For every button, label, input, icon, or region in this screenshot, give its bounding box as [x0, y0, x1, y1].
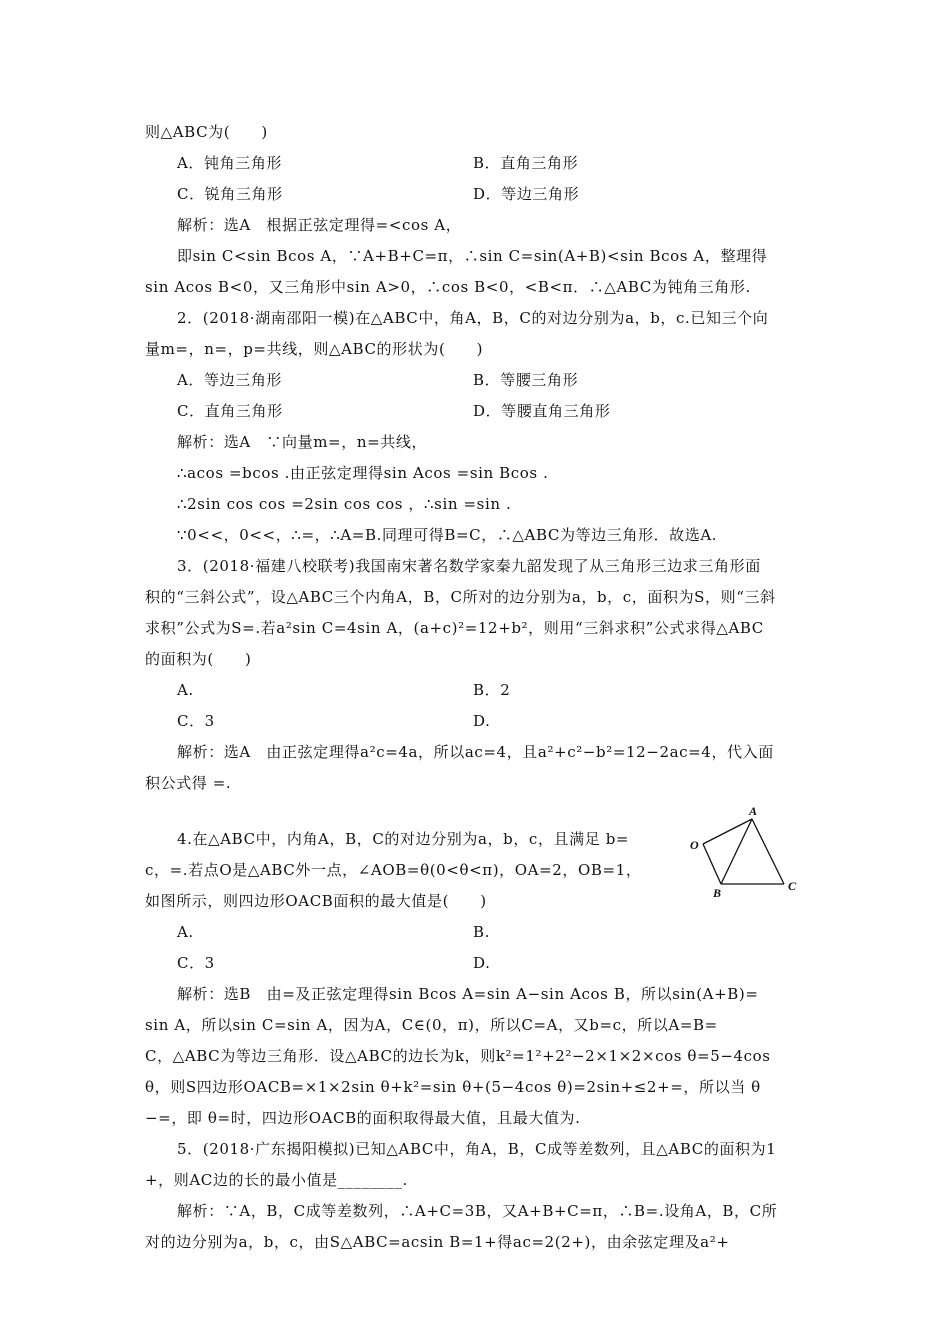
option-a: A.: [177, 681, 194, 699]
vertex-label-b: B: [713, 886, 722, 900]
option-b: B．2: [473, 681, 511, 699]
option-d: D．等边三角形: [473, 185, 580, 203]
option-a: A.: [177, 923, 194, 941]
option-d: D．等腰直角三角形: [473, 402, 611, 420]
text-line: −=，即 θ=时，四边形OACB的面积取得最大值，且最大值为.: [145, 1109, 581, 1127]
text-line: sin A，所以sin C=sin A，因为A，C∈(0，π)，所以C=A，又b=c，所以A=B=: [145, 1016, 718, 1034]
text-line: 解析：选A 由正弦定理得a²c=4a，所以ac=4，且a²+c²−b²=12−2ac=4，代入面: [177, 743, 774, 761]
segment-AC: [752, 819, 784, 884]
text-line: θ，则S四边形OACB=×1×2sin θ+k²=sin θ+(5−4cos θ)=2sin+≤2+=，所以当 θ: [145, 1078, 761, 1096]
text-line: 如图所示，则四边形OACB面积的最大值是( ): [145, 892, 487, 910]
text-line: 求积”公式为S=.若a²sin C=4sin A，(a+c)²=12+b²，则用“三斜求积”公式求得△ABC: [145, 619, 764, 637]
text-line: 则△ABC为( ): [145, 123, 268, 141]
text-line: 对的边分别为a，b，c，由S△ABC=acsin B=1+得ac=2(2+)，由余弦定理及a²+: [145, 1233, 730, 1251]
segment-AB: [721, 819, 752, 884]
vertex-label-c: C: [788, 879, 797, 893]
option-d: D.: [473, 954, 491, 972]
text-line: ∴acos =bcos .由正弦定理得sin Acos =sin Bcos .: [177, 464, 549, 482]
text-line: 解析：选B 由=及正弦定理得sin Bcos A=sin A−sin Acos B，所以sin(A+B)=: [177, 985, 759, 1003]
question-heading: 4.在△ABC中，内角A，B，C的对边分别为a，b，c，且满足 b=: [177, 830, 630, 848]
vertex-label-o: O: [690, 838, 699, 852]
quadrilateral-figure: [684, 800, 814, 910]
text-line: ∴2sin cos cos =2sin cos cos ，∴sin =sin .: [177, 495, 512, 513]
option-b: B．直角三角形: [473, 154, 579, 172]
option-c: C．3: [177, 954, 215, 972]
text-line: 即sin C<sin Bcos A，∵A+B+C=π，∴sin C=sin(A+B)<sin Bcos A，整理得: [177, 247, 768, 265]
segment-OA: [703, 819, 752, 844]
option-c: C．锐角三角形: [177, 185, 283, 203]
text-line: 解析：∵A，B，C成等差数列，∴A+C=3B，又A+B+C=π，∴B=.设角A，B，C所: [177, 1202, 778, 1220]
text-line: c，=.若点O是△ABC外一点，∠AOB=θ(0<θ<π)，OA=2，OB=1，: [145, 861, 642, 879]
option-a: A．等边三角形: [177, 371, 283, 389]
question-heading: 5．(2018·广东揭阳模拟)已知△ABC中，角A，B，C成等差数列，且△ABC的面积为1: [177, 1140, 777, 1158]
text-line: ∵0<<，0<<，∴=，∴A=B.同理可得B=C，∴△ABC为等边三角形．故选A.: [177, 526, 718, 544]
segment-OB: [703, 844, 721, 884]
text-line: C，△ABC为等边三角形．设△ABC的边长为k，则k²=1²+2²−2×1×2×cos θ=5−4cos: [145, 1047, 771, 1065]
option-b: B．等腰三角形: [473, 371, 579, 389]
text-line: sin Acos B<0，又三角形中sin A>0，∴cos B<0，<B<π．∴△ABC为钝角三角形.: [145, 278, 751, 296]
option-c: C．3: [177, 712, 215, 730]
option-b: B.: [473, 923, 490, 941]
text-line: 的面积为( ): [145, 650, 252, 668]
text-line: +，则AC边的长的最小值是________.: [145, 1171, 408, 1189]
question-heading: 2．(2018·湖南邵阳一模)在△ABC中，角A，B，C的对边分别为a，b，c.已知三个向: [177, 309, 769, 327]
option-a: A．钝角三角形: [177, 154, 283, 172]
question-heading: 3．(2018·福建八校联考)我国南宋著名数学家秦九韶发现了从三角形三边求三角形面: [177, 557, 761, 575]
option-d: D.: [473, 712, 491, 730]
vertex-label-a: A: [749, 804, 758, 818]
text-line: 积公式得 =.: [145, 774, 232, 792]
text-line: 量m=，n=，p=共线，则△ABC的形状为( ): [145, 340, 484, 358]
text-line: 解析：选A ∵向量m=，n=共线，: [177, 433, 428, 451]
text-line: 解析：选A 根据正弦定理得=<cos A，: [177, 216, 462, 234]
option-c: C．直角三角形: [177, 402, 283, 420]
text-line: 积的“三斜公式”，设△ABC三个内角A，B，C所对的边分别为a，b，c，面积为S，则“三斜: [145, 588, 776, 606]
